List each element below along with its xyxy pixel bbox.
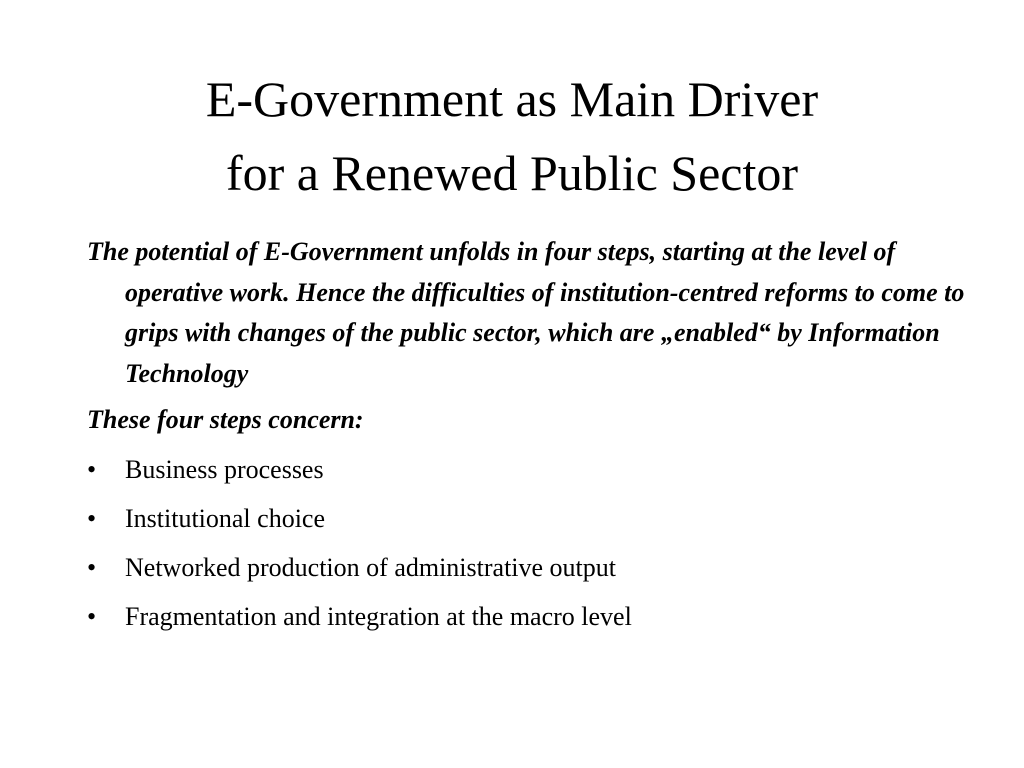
list-item-text: Networked production of administrative output	[125, 553, 617, 582]
slide-body	[87, 232, 967, 646]
bullet-icon: •	[87, 602, 97, 631]
list-item	[87, 548, 967, 588]
intro-paragraph: The potential of E-Government unfolds in four steps, starting at the level of operative work. Hence the difficulties of institution-centred reforms to come to grips with changes of the public sector, which are „enabled“ by Information Technology	[87, 237, 965, 388]
title-line-2: for a Renewed Public Sector	[225, 145, 799, 201]
bullet-icon: •	[87, 553, 97, 582]
list-item-text: Fragmentation and integration at the macro level	[125, 602, 632, 631]
list-item	[87, 597, 967, 637]
steps-list	[87, 450, 967, 637]
title-line-1: E-Government as Main Driver	[205, 71, 819, 127]
list-item-text: Business processes	[125, 455, 324, 484]
list-item	[87, 450, 967, 490]
bullet-icon: •	[87, 504, 97, 533]
list-item	[87, 499, 967, 539]
slide-title	[60, 62, 964, 210]
list-item-text: Institutional choice	[125, 504, 326, 533]
bullet-icon: •	[87, 455, 97, 484]
steps-heading: These four steps concern:	[87, 405, 364, 434]
